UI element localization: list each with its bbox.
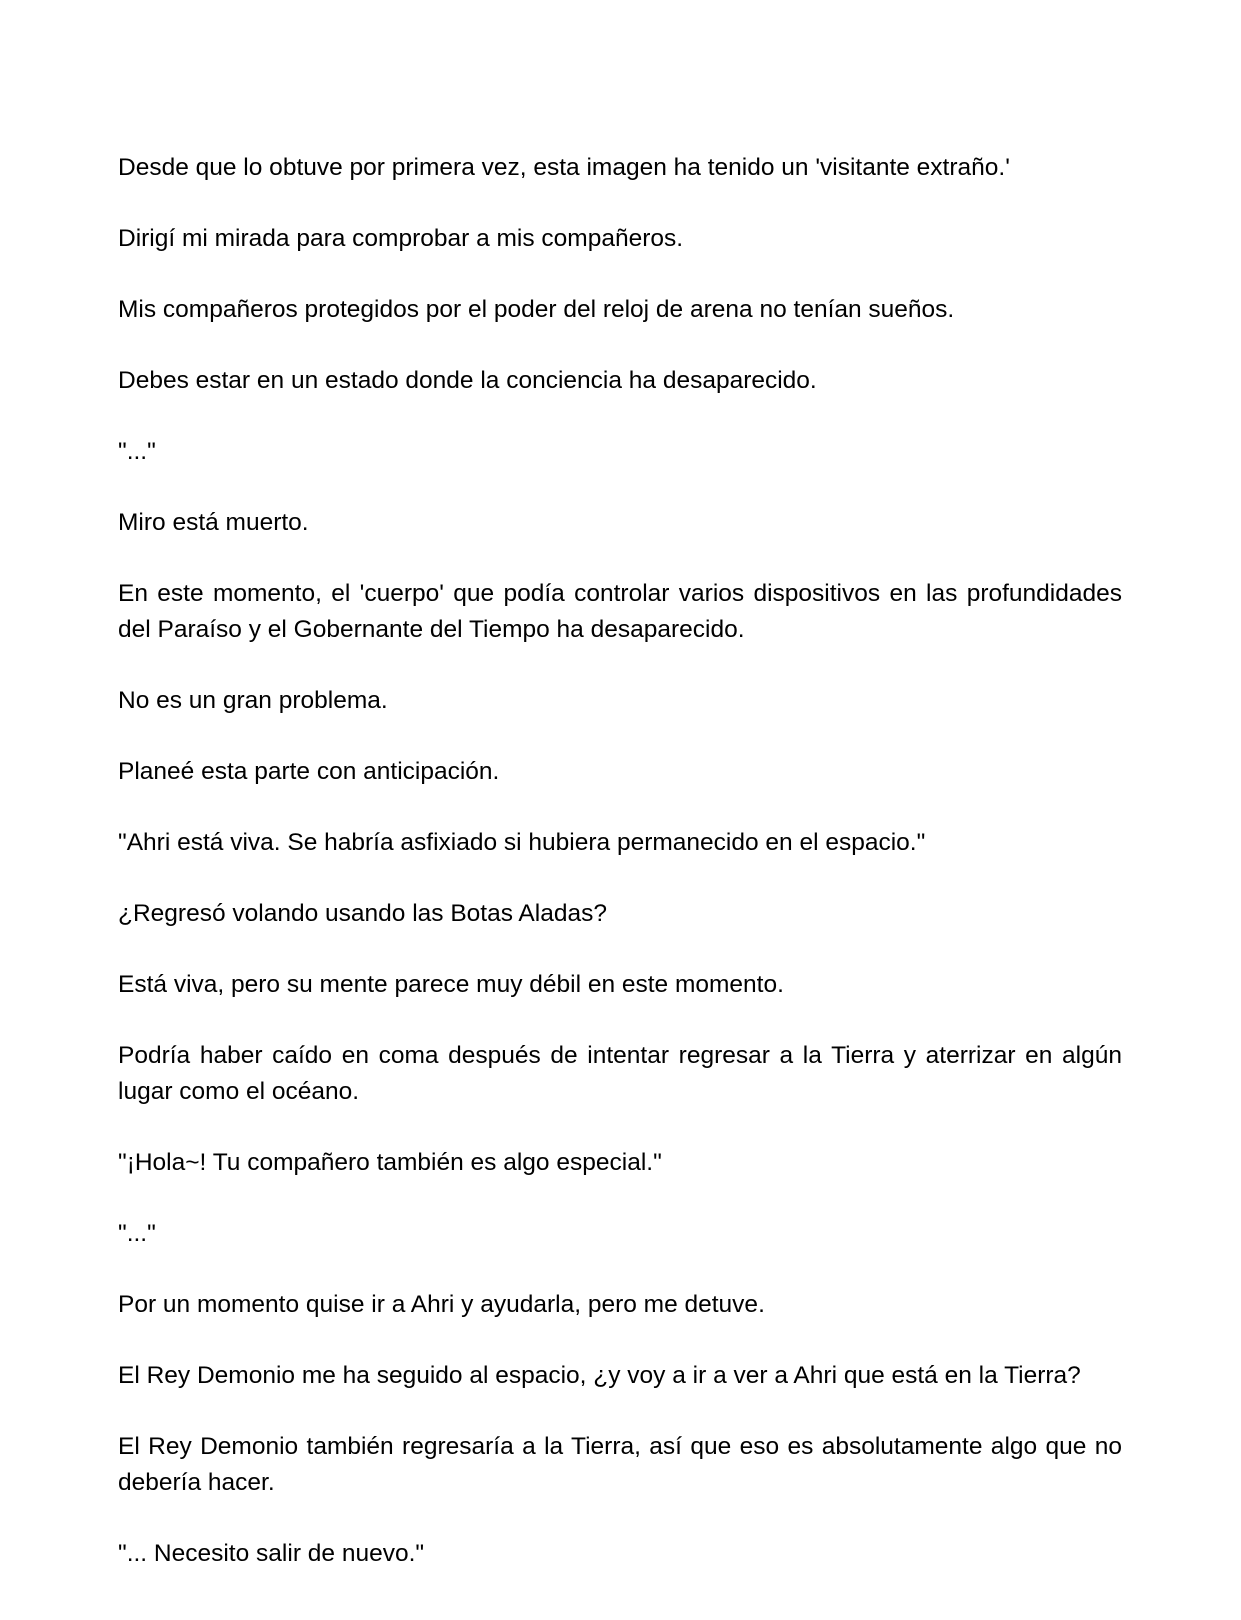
paragraph-3: Mis compañeros protegidos por el poder del reloj de arena no tenían sueños.: [118, 296, 955, 323]
paragraph-16: Por un momento quise ir a Ahri y ayudarla, pero me detuve.: [118, 1291, 765, 1318]
paragraph-14: "¡Hola~! Tu compañero también es algo especial.": [118, 1149, 662, 1176]
paragraph-7: En este momento, el 'cuerpo' que podía controlar varios dispositivos en las profundidades del Paraíso y el Gobernante del Tiempo ha desaparecido.: [118, 580, 1122, 643]
paragraph-17: El Rey Demonio me ha seguido al espacio, ¿y voy a ir a ver a Ahri que está en la Tierra?: [118, 1362, 1081, 1389]
paragraph-4: Debes estar en un estado donde la conciencia ha desaparecido.: [118, 367, 817, 394]
document-body: [118, 150, 1122, 1572]
paragraph-15: "...": [118, 1220, 156, 1247]
paragraph-11: ¿Regresó volando usando las Botas Aladas?: [118, 900, 607, 927]
paragraph-5: "...": [118, 438, 156, 465]
paragraph-13: Podría haber caído en coma después de intentar regresar a la Tierra y aterrizar en algún lugar como el océano.: [118, 1042, 1122, 1105]
paragraph-9: Planeé esta parte con anticipación.: [118, 758, 500, 785]
paragraph-8: No es un gran problema.: [118, 687, 388, 714]
paragraph-2: Dirigí mi mirada para comprobar a mis compañeros.: [118, 225, 684, 252]
paragraph-10: "Ahri está viva. Se habría asfixiado si hubiera permanecido en el espacio.": [118, 829, 926, 856]
paragraph-1: Desde que lo obtuve por primera vez, esta imagen ha tenido un 'visitante extraño.': [118, 154, 1010, 181]
paragraph-19: "... Necesito salir de nuevo.": [118, 1540, 425, 1567]
paragraph-18: El Rey Demonio también regresaría a la Tierra, así que eso es absolutamente algo que no debería hacer.: [118, 1433, 1122, 1496]
paragraph-6: Miro está muerto.: [118, 509, 309, 536]
paragraph-12: Está viva, pero su mente parece muy débil en este momento.: [118, 971, 784, 998]
